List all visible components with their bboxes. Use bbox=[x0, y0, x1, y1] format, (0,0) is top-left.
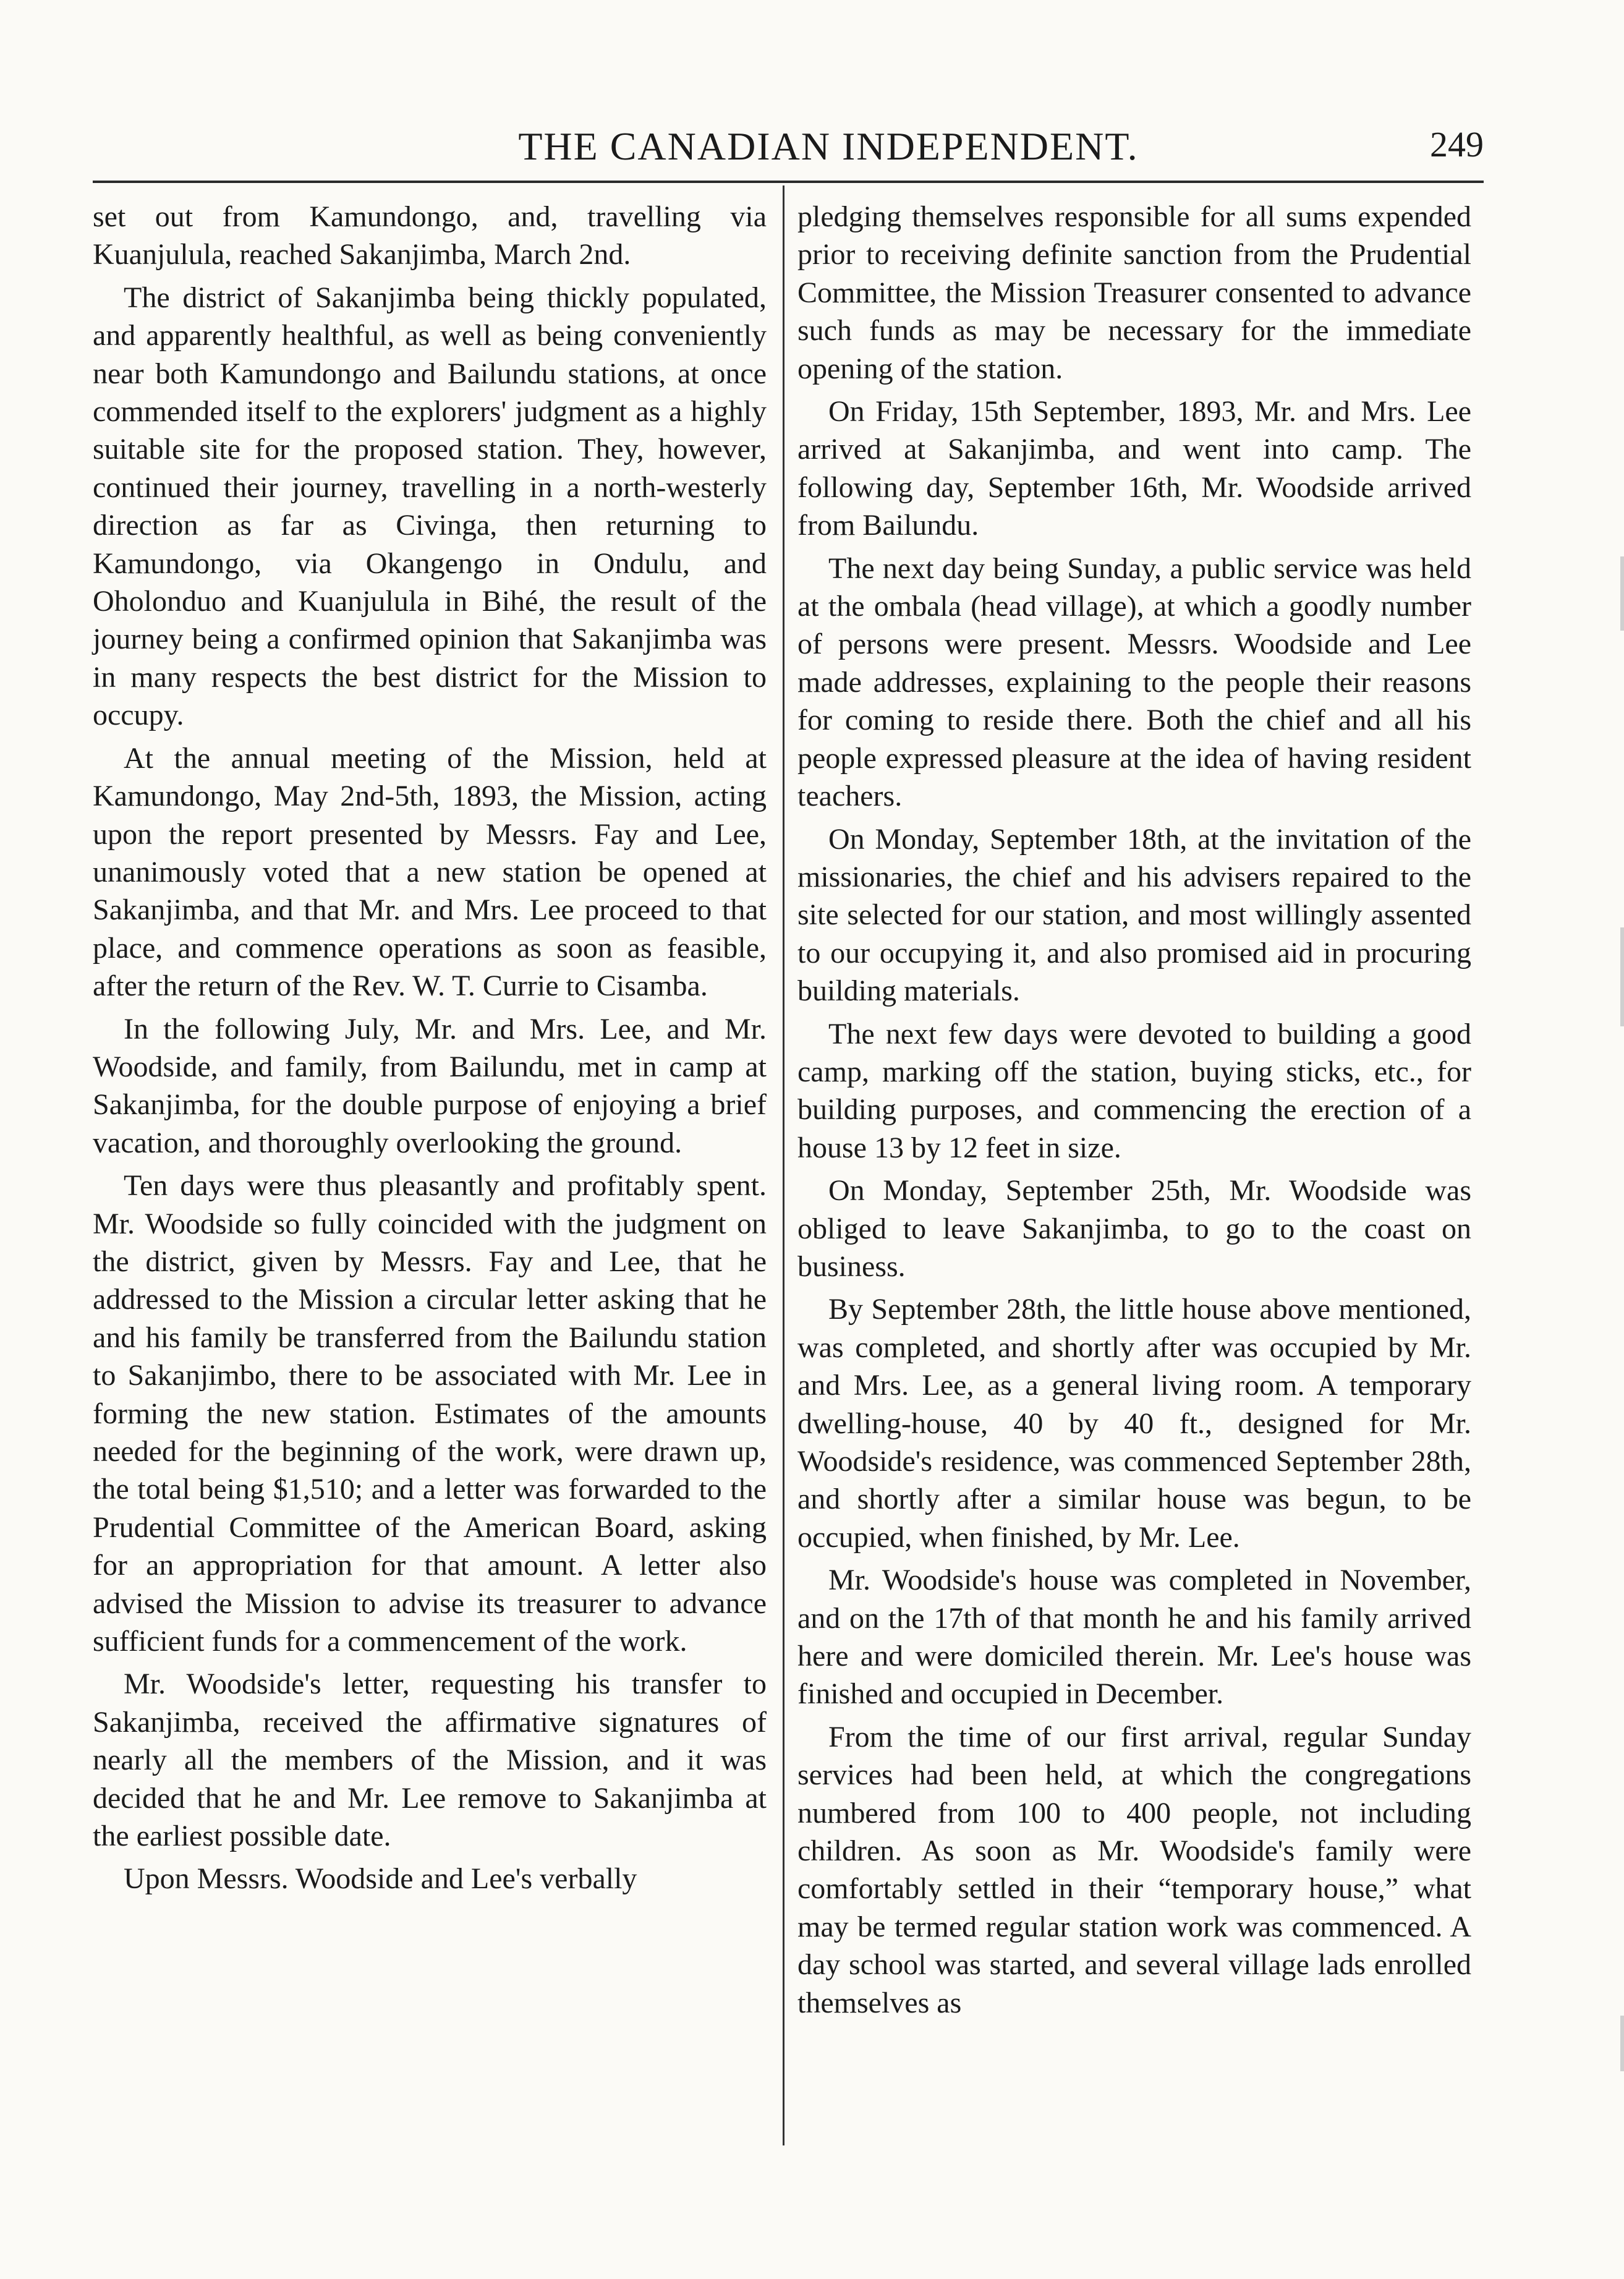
paragraph: On Monday, September 25th, Mr. Woodside was obliged to leave Sakanjimba, to go to the coast on business. bbox=[797, 1174, 1471, 1283]
page-number: 249 bbox=[1430, 124, 1484, 164]
paragraph: On Friday, 15th September, 1893, Mr. and Mrs. Lee arrived at Sakanjimba, and went into camp. The following day, September 16th, Mr. Woodside arrived from Bailundu. bbox=[797, 395, 1471, 542]
paragraph: By September 28th, the little house above mentioned, was completed, and shortly after was occupied by Mr. and Mrs. Lee, as a general living room. A temporary dwelling-house, 40 by 40 ft., designed for Mr. Woodside's residence, was commenced September 28th, and shortly after a similar house was begun, to be occupied, when finished, by Mr. Lee. bbox=[797, 1293, 1471, 1554]
right-column bbox=[797, 198, 1471, 2027]
header-rule bbox=[93, 181, 1484, 183]
paragraph: The district of Sakanjimba being thickly populated, and apparently healthful, as well as being conveniently near both Kamundongo and Bailundu stations, at once commended itself to the explorers' judgment as a highly suitable site for the proposed station. They, however, continued their journey, travelling in a north-westerly direction as far as Civinga, then returning to Kamundongo, via Okangengo in Ondulu, and Oholonduo and Kuanjulula in Bihé, the result of the journey being a confirmed opinion that Sakanjimba was in many respects the best district for the Mission to occupy. bbox=[93, 281, 767, 732]
left-column bbox=[93, 198, 767, 1903]
scan-edge-mark bbox=[1620, 2016, 1624, 2071]
page-title: THE CANADIAN INDEPENDENT. bbox=[518, 124, 1139, 168]
scan-edge-mark bbox=[1620, 927, 1624, 1026]
paragraph: set out from Kamundongo, and, travelling via Kuanjulula, reached Sakanjimba, March 2nd. bbox=[93, 200, 767, 271]
paragraph: Upon Messrs. Woodside and Lee's verbally bbox=[124, 1862, 637, 1896]
paragraph: From the time of our first arrival, regular Sunday services had been held, at which the congregations numbered from 100 to 400 people, not including children. As soon as Mr. Woodside's family were comfortably settled in their “temporary house,” what may be termed regular station work was commenced. A day school was started, and several village lads enrolled themselves as bbox=[797, 1720, 1471, 2019]
paragraph: Ten days were thus pleasantly and profitably spent. Mr. Woodside so fully coincided with the judgment on the district, given by Messrs. Fay and Lee, that he addressed to the Mission a circular letter asking that he and his family be transferred from the Bailundu station to Sakanjimbo, there to be associated with Mr. Lee in forming the new station. Estimates of the amounts needed for the beginning of the work, were drawn up, the total being $1,510; and a letter was forwarded to the Prudential Committee of the American Board, asking for an appropriation for that amount. A letter also advised the Mission to advise its treasurer to advance sufficient funds for a commencement of the work. bbox=[93, 1169, 767, 1658]
paragraph: Mr. Woodside's house was completed in November, and on the 17th of that month he and his family arrived here and were domiciled therein. Mr. Lee's house was finished and occupied in December. bbox=[797, 1564, 1471, 1711]
paragraph: On Monday, September 18th, at the invitation of the missionaries, the chief and his advisers repaired to the site selected for our station, and most willingly assented to our occupying it, and also promised aid in procuring building materials. bbox=[797, 822, 1471, 1008]
paragraph: Mr. Woodside's letter, requesting his transfer to Sakanjimba, received the affirmative signatures of nearly all the members of the Mission, and it was decided that he and Mr. Lee remove to Sakanjimba at the earliest possible date. bbox=[93, 1668, 767, 1853]
paragraph: pledging themselves responsible for all sums expended prior to receiving definite sanction from the Prudential Committee, the Mission Treasurer consented to advance such funds as may be necessary for the immediate opening of the station. bbox=[797, 200, 1471, 385]
paragraph: The next day being Sunday, a public service was held at the ombala (head village), at which a goodly number of persons were present. Messrs. Woodside and Lee made addresses, explaining to the people their reasons for coming to reside there. Both the chief and all his people expressed pleasure at the idea of having resident teachers. bbox=[797, 552, 1471, 813]
paragraph: At the annual meeting of the Mission, held at Kamundongo, May 2nd-5th, 1893, the Mission, acting upon the report presented by Messrs. Fay and Lee, unanimously voted that a new station be opened at Sakanjimba, and that Mr. and Mrs. Lee proceed to that place, and commence operations as soon as feasible, after the return of the Rev. W. T. Currie to Cisamba. bbox=[93, 741, 767, 1003]
page-header bbox=[0, 0, 1624, 185]
column-divider bbox=[783, 185, 784, 2145]
paragraph: In the following July, Mr. and Mrs. Lee, and Mr. Woodside, and family, from Bailundu, met in camp at Sakanjimba, for the double purpose of enjoying a brief vacation, and thoroughly overlooking the ground. bbox=[93, 1012, 767, 1159]
scan-edge-mark bbox=[1620, 556, 1624, 631]
paragraph: The next few days were devoted to building a good camp, marking off the station, buying sticks, etc., for building purposes, and commencing the erection of a house 13 by 12 feet in size. bbox=[797, 1017, 1471, 1164]
